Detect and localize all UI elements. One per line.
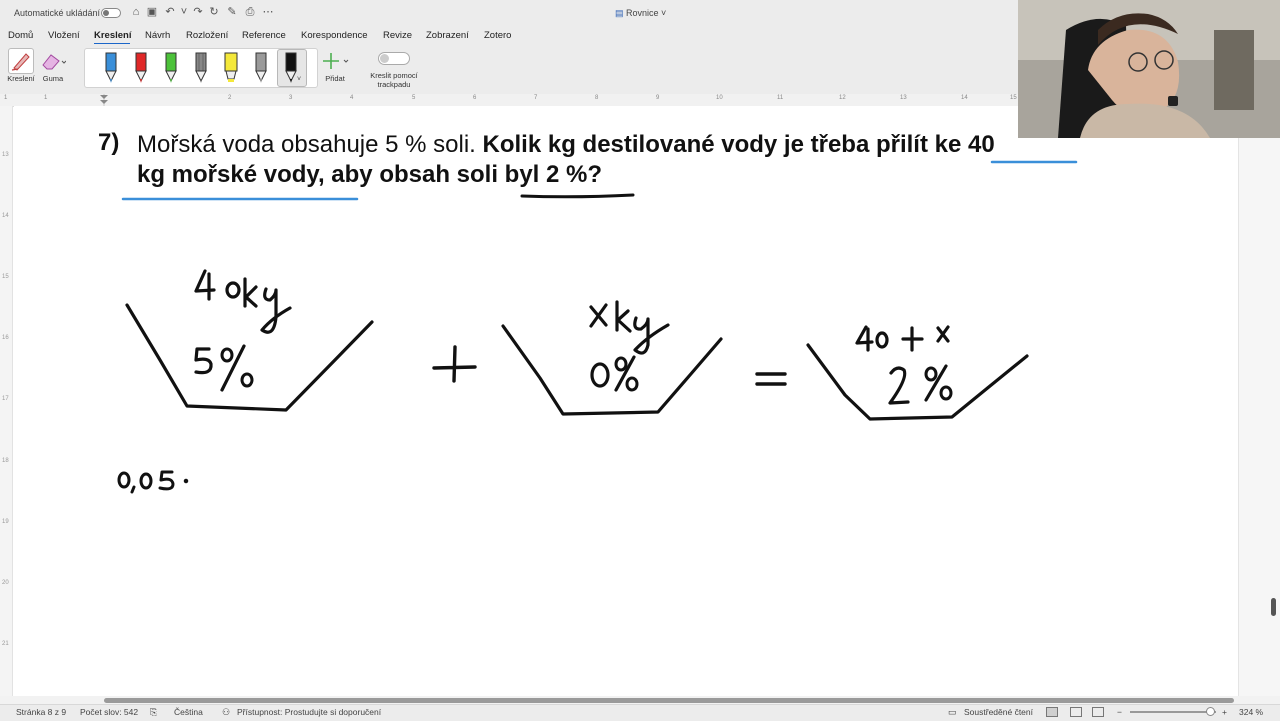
zoom-level[interactable]: 324 % (1239, 707, 1264, 717)
eraser-icon (40, 50, 66, 72)
tab-layout[interactable]: Rozložení (186, 30, 229, 41)
autosave-label: Automatické ukládání (14, 8, 101, 18)
tab-mailings[interactable]: Korespondence (301, 30, 368, 41)
vertical-ruler (0, 106, 13, 702)
vertical-ruler-number: 17 (2, 396, 9, 402)
question-text-bold: Kolik kg destilované vody je třeba přilít ke 40 (482, 131, 995, 158)
trackpad-label-line1: Kreslit pomocí (370, 71, 418, 80)
draw-tool-button[interactable] (8, 48, 34, 74)
question-line-1 (137, 131, 995, 159)
zoom-slider-knob[interactable] (1206, 707, 1215, 716)
ruler-number: 10 (716, 95, 723, 101)
vertical-ruler-number: 19 (2, 519, 9, 525)
tab-draw[interactable]: Kreslení (94, 30, 132, 41)
refresh-icon[interactable]: ↻ (209, 6, 219, 18)
draw-tool-icon (9, 49, 33, 73)
add-pen-label: Přidat (325, 74, 345, 83)
ruler-number: 11 (777, 95, 784, 101)
proofing-icon[interactable]: ⎘ (150, 707, 158, 717)
zoom-slider[interactable] (1130, 711, 1216, 713)
green-pen-icon[interactable] (164, 52, 178, 84)
ruler-number: 7 (534, 95, 538, 101)
plus-icon (320, 50, 352, 72)
format-painter-icon[interactable]: ✎ (227, 6, 237, 18)
trackpad-draw-toggle[interactable] (378, 52, 410, 65)
vertical-ruler-number: 13 (2, 152, 9, 158)
blue-pen-icon[interactable] (104, 52, 118, 84)
red-pen-icon[interactable] (134, 52, 148, 84)
tab-view[interactable]: Zobrazení (426, 30, 469, 41)
tab-zotero[interactable]: Zotero (484, 30, 512, 41)
undo-icon[interactable]: ↶ (165, 6, 175, 18)
ruler-number: 5 (412, 95, 416, 101)
black-pen-icon[interactable] (284, 52, 298, 84)
ruler-number: 1 (4, 95, 8, 101)
vertical-ruler-number: 20 (2, 580, 9, 586)
outline-view-button[interactable] (1092, 707, 1104, 717)
ruler-number: 15 (1010, 95, 1017, 101)
question-line-2: kg mořské vody, aby obsah soli byl 2 %? (137, 161, 603, 188)
horizontal-scrollbar[interactable] (104, 698, 1234, 703)
autosave-toggle[interactable] (101, 8, 121, 18)
vertical-ruler-number: 21 (2, 641, 9, 647)
save-icon[interactable]: ▣ (146, 6, 158, 18)
ruler-number: 6 (473, 95, 477, 101)
tab-insert[interactable]: Vložení (48, 30, 80, 41)
ruler-number: 8 (595, 95, 599, 101)
ruler-number: 13 (900, 95, 907, 101)
more-icon[interactable]: ⋯ (262, 6, 274, 18)
add-pen-button[interactable] (320, 50, 352, 72)
page-indicator[interactable]: Stránka 8 z 9 (16, 707, 67, 717)
vertical-ruler-number: 15 (2, 274, 9, 280)
eraser-label: Guma (42, 74, 64, 83)
vertical-ruler-number: 18 (2, 458, 9, 464)
vertical-ruler-number: 14 (2, 213, 9, 219)
tab-home[interactable]: Domů (8, 30, 34, 41)
gray-pencil-icon[interactable] (194, 52, 208, 84)
document-icon: ▤ (615, 8, 627, 18)
eraser-button[interactable] (40, 50, 66, 72)
trackpad-label-line2: trackpadu (377, 80, 411, 89)
word-count[interactable]: Počet slov: 542 (80, 707, 139, 717)
tab-design[interactable]: Návrh (145, 30, 171, 41)
presenter-video (1018, 0, 1280, 138)
undo-dropdown-icon[interactable]: ˅ (180, 6, 188, 18)
question-text-normal: Mořská voda obsahuje 5 % soli. (137, 131, 483, 158)
vertical-ruler-number: 16 (2, 335, 9, 341)
focus-icon[interactable]: ▭ (948, 707, 957, 717)
webcam-overlay (1018, 0, 1280, 138)
yellow-highlighter-icon[interactable] (224, 52, 238, 84)
gray-pen-icon[interactable] (254, 52, 268, 84)
ruler-number: 4 (350, 95, 354, 101)
accessibility-icon[interactable]: ⚇ (222, 707, 231, 717)
draw-tool-label: Kreslení (7, 74, 35, 83)
chevron-down-icon[interactable]: ˅ (297, 76, 302, 83)
ruler-number: 12 (839, 95, 846, 101)
language-indicator[interactable]: Čeština (174, 707, 203, 717)
redo-icon[interactable]: ↷ (193, 6, 203, 18)
zoom-in-icon[interactable]: + (1222, 707, 1227, 717)
toggle-knob (380, 54, 389, 63)
tab-review[interactable]: Revize (383, 30, 413, 41)
print-layout-view-button[interactable] (1046, 707, 1058, 717)
vertical-scrollbar[interactable] (1271, 598, 1276, 616)
zoom-out-icon[interactable]: − (1117, 707, 1122, 717)
tab-references[interactable]: Reference (242, 30, 286, 41)
accessibility-status[interactable]: Přístupnost: Prostudujte si doporučení (237, 707, 382, 717)
document-title[interactable]: ▤ Rovnice ˅ (615, 8, 667, 18)
document-page[interactable] (14, 106, 1238, 698)
focus-mode[interactable]: Soustředěné čtení (964, 707, 1033, 717)
ruler-number: 9 (656, 95, 660, 101)
ruler-number: 14 (961, 95, 968, 101)
home-icon[interactable]: ⌂ (132, 6, 140, 18)
question-number: 7) (98, 129, 120, 156)
ruler-ticks (0, 94, 1018, 106)
ruler-number: 2 (228, 95, 232, 101)
ruler-number: 1 (44, 95, 48, 101)
print-icon[interactable]: ⎙ (245, 6, 255, 18)
ruler-number: 3 (289, 95, 293, 101)
web-layout-view-button[interactable] (1070, 707, 1082, 717)
